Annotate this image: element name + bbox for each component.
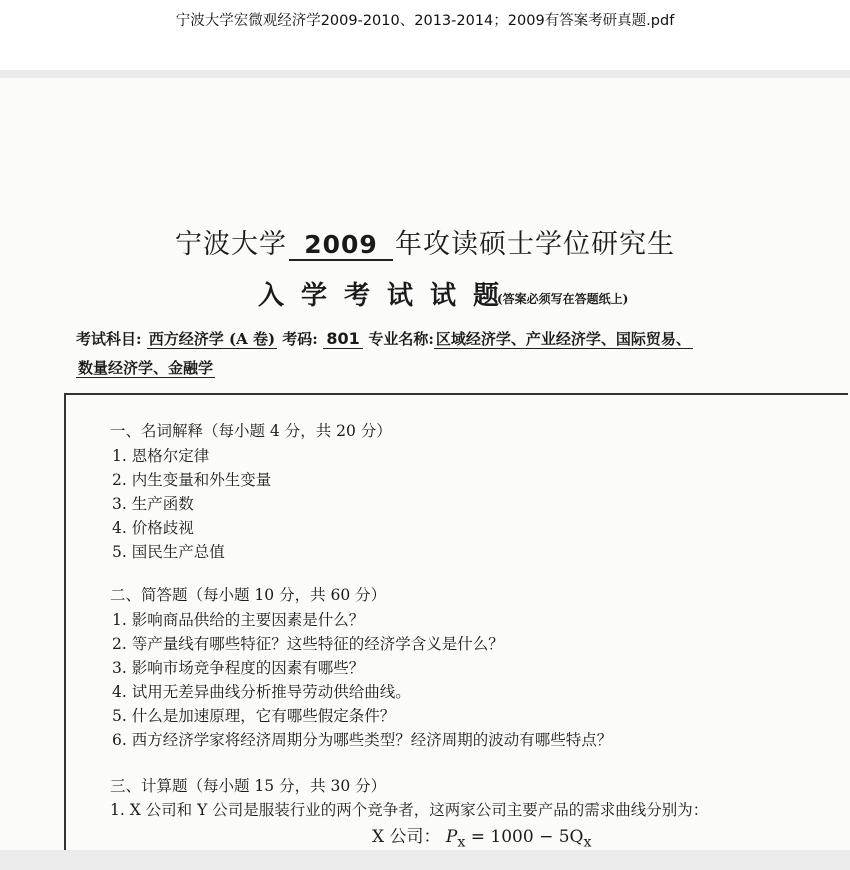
code-value: 801 xyxy=(323,329,363,349)
document-file-title: 宁波大学宏微观经济学2009-2010、2013-2014；2009有答案考研真题.pdf xyxy=(175,13,675,29)
exam-subheading: 入学考试试题 xyxy=(258,281,517,311)
scanned-page xyxy=(0,78,850,850)
pdf-viewport[interactable] xyxy=(0,78,850,850)
formula-lhs: P xyxy=(445,827,458,847)
list-item: 4. 试用无差异曲线分析推导劳动供给曲线。 xyxy=(112,683,411,701)
formula-label: X 公司： xyxy=(372,827,441,847)
list-item: 3. 影响市场竞争程度的因素有哪些？ xyxy=(112,659,365,677)
list-item: 5. 国民生产总值 xyxy=(112,543,225,561)
exam-info-line-2 xyxy=(76,357,215,378)
viewer-title-bar xyxy=(0,0,850,70)
subject-value: 西方经济学 (A 卷) xyxy=(148,330,276,348)
code-label: 考码: xyxy=(282,330,318,348)
exam-heading-suffix: 年攻读硕士学位研究生 xyxy=(395,229,675,260)
major-label: 专业名称: xyxy=(368,330,434,348)
major-value-line1: 区域经济学、产业经济学、国际贸易、 xyxy=(435,330,691,348)
section-1-title: 一、名词解释（每小题 4 分，共 20 分） xyxy=(110,422,392,440)
list-item: 6. 西方经济学家将经济周期分为哪些类型？经济周期的波动有哪些特点？ xyxy=(112,731,613,749)
demand-formula xyxy=(372,822,591,850)
section-3-title: 三、计算题（每小题 15 分，共 30 分） xyxy=(110,777,387,795)
list-item: 1. 恩格尔定律 xyxy=(112,447,210,465)
list-item: 3. 生产函数 xyxy=(112,495,194,513)
section-2-title: 二、简答题（每小题 10 分，共 60 分） xyxy=(110,586,387,604)
list-item: 2. 等产量线有哪些特征？这些特征的经济学含义是什么？ xyxy=(112,635,504,653)
exam-subheading-note: (答案必须写在答题纸上) xyxy=(497,292,629,306)
major-value-line2: 数量经济学、金融学 xyxy=(78,359,214,377)
list-item: 1. 影响商品供给的主要因素是什么？ xyxy=(112,611,365,629)
exam-heading-year: 2009 xyxy=(289,231,393,261)
formula-rhs-sub: x xyxy=(583,834,592,850)
list-item: 2. 内生变量和外生变量 xyxy=(112,471,272,489)
exam-heading xyxy=(0,222,850,261)
list-item: 5. 什么是加速原理，它有哪些假定条件？ xyxy=(112,707,396,725)
list-item: 1. X 公司和 Y 公司是服装行业的两个竞争者，这两家公司主要产品的需求曲线分别为： xyxy=(110,801,709,819)
list-item: 4. 价格歧视 xyxy=(112,519,194,537)
formula-lhs-sub: x xyxy=(457,834,466,850)
formula-rhs: = 1000 − 5Q xyxy=(470,827,584,847)
exam-heading-university: 宁波大学 xyxy=(175,229,287,260)
toolbar-separator xyxy=(0,70,850,78)
exam-info-line-1 xyxy=(76,328,693,349)
subject-label: 考试科目: xyxy=(76,330,142,348)
bottom-bar xyxy=(0,850,850,870)
